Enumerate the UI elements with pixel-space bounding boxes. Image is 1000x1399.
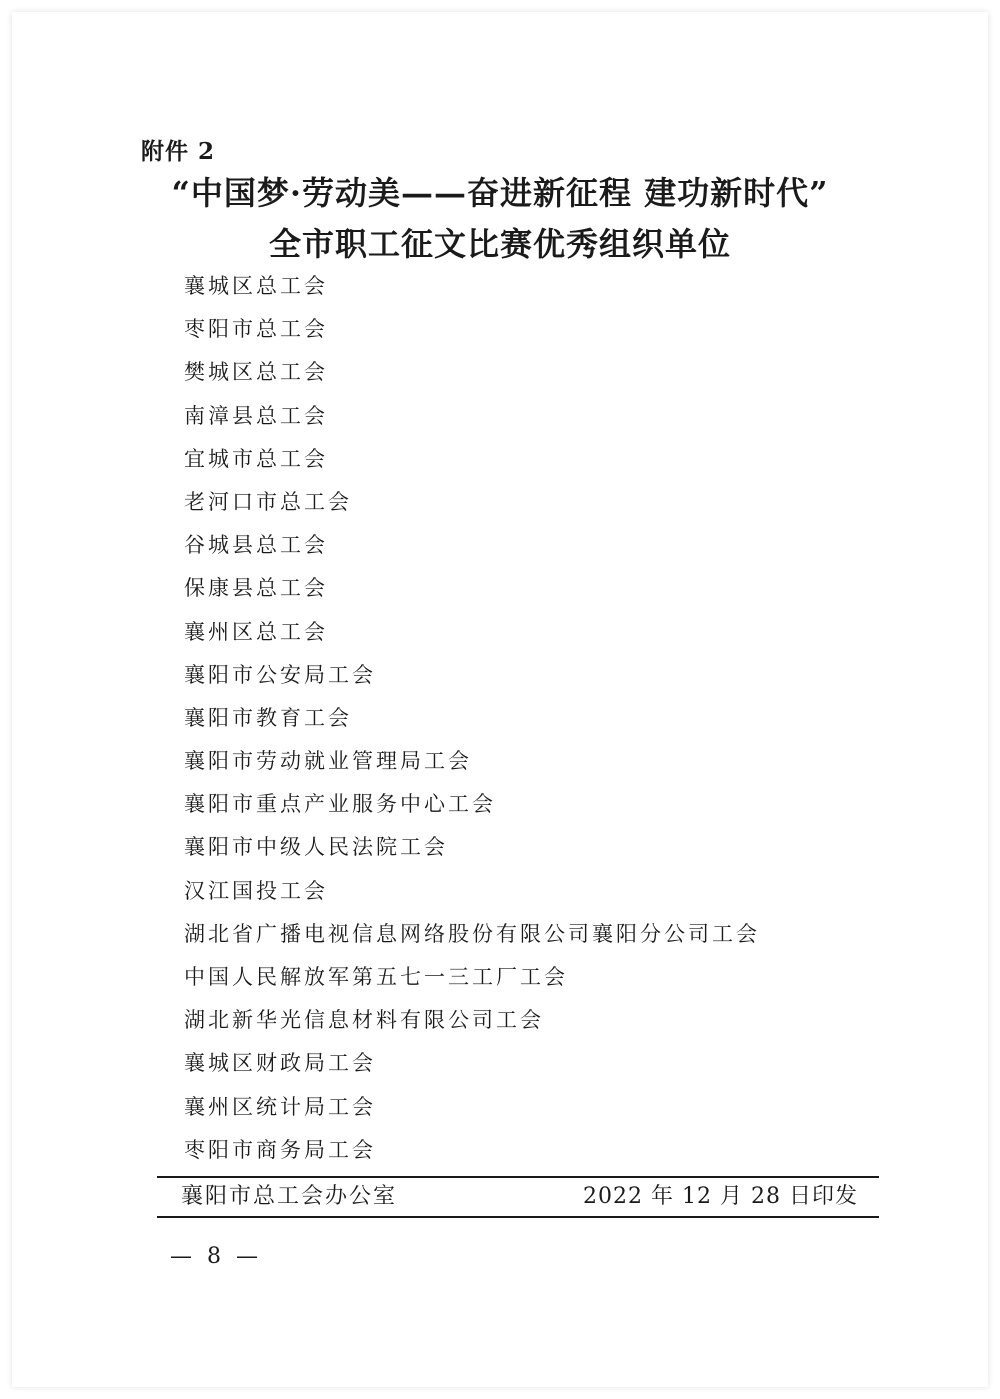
footer-issuer: 襄阳市总工会办公室 xyxy=(181,1184,398,1209)
list-item: 襄阳市教育工会 xyxy=(184,705,352,730)
list-item: 枣阳市商务局工会 xyxy=(184,1137,376,1162)
list-item: 襄阳市劳动就业管理局工会 xyxy=(184,749,472,774)
attachment-label: 附件 2 xyxy=(141,138,216,165)
list-item: 襄城区总工会 xyxy=(184,274,328,298)
list-item: 襄阳市公安局工会 xyxy=(184,662,376,687)
list-item: 保康县总工会 xyxy=(184,576,328,601)
list-item: 老河口市总工会 xyxy=(184,489,352,514)
footer-bottom-rule xyxy=(157,1216,879,1218)
list-item: 枣阳市总工会 xyxy=(184,317,328,342)
page-number: — 8 — xyxy=(170,1244,262,1269)
list-item: 南漳县总工会 xyxy=(184,403,328,428)
document-title-line-2: 全市职工征文比赛优秀组织单位 xyxy=(268,225,731,263)
footer-issue-date: 2022 年 12 月 28 日印发 xyxy=(583,1184,858,1209)
list-item: 谷城县总工会 xyxy=(184,533,328,558)
list-item: 中国人民解放军第五七一三工厂工会 xyxy=(184,965,568,989)
list-item: 樊城区总工会 xyxy=(184,360,328,385)
list-item: 襄州区统计局工会 xyxy=(184,1094,376,1119)
document-title-line-1: “中国梦·劳动美——奋进新征程 建功新时代” xyxy=(171,174,829,212)
footer-top-rule xyxy=(157,1176,879,1178)
list-item: 宜城市总工会 xyxy=(184,446,328,471)
list-item: 湖北新华光信息材料有限公司工会 xyxy=(184,1008,544,1033)
list-item: 汉江国投工会 xyxy=(184,878,328,903)
organization-list xyxy=(184,268,760,1175)
list-item: 襄城区财政局工会 xyxy=(184,1051,376,1076)
list-item: 襄阳市中级人民法院工会 xyxy=(184,835,448,860)
list-item: 襄阳市重点产业服务中心工会 xyxy=(184,792,496,817)
list-item: 襄州区总工会 xyxy=(184,619,328,644)
list-item: 湖北省广播电视信息网络股份有限公司襄阳分公司工会 xyxy=(184,921,760,946)
